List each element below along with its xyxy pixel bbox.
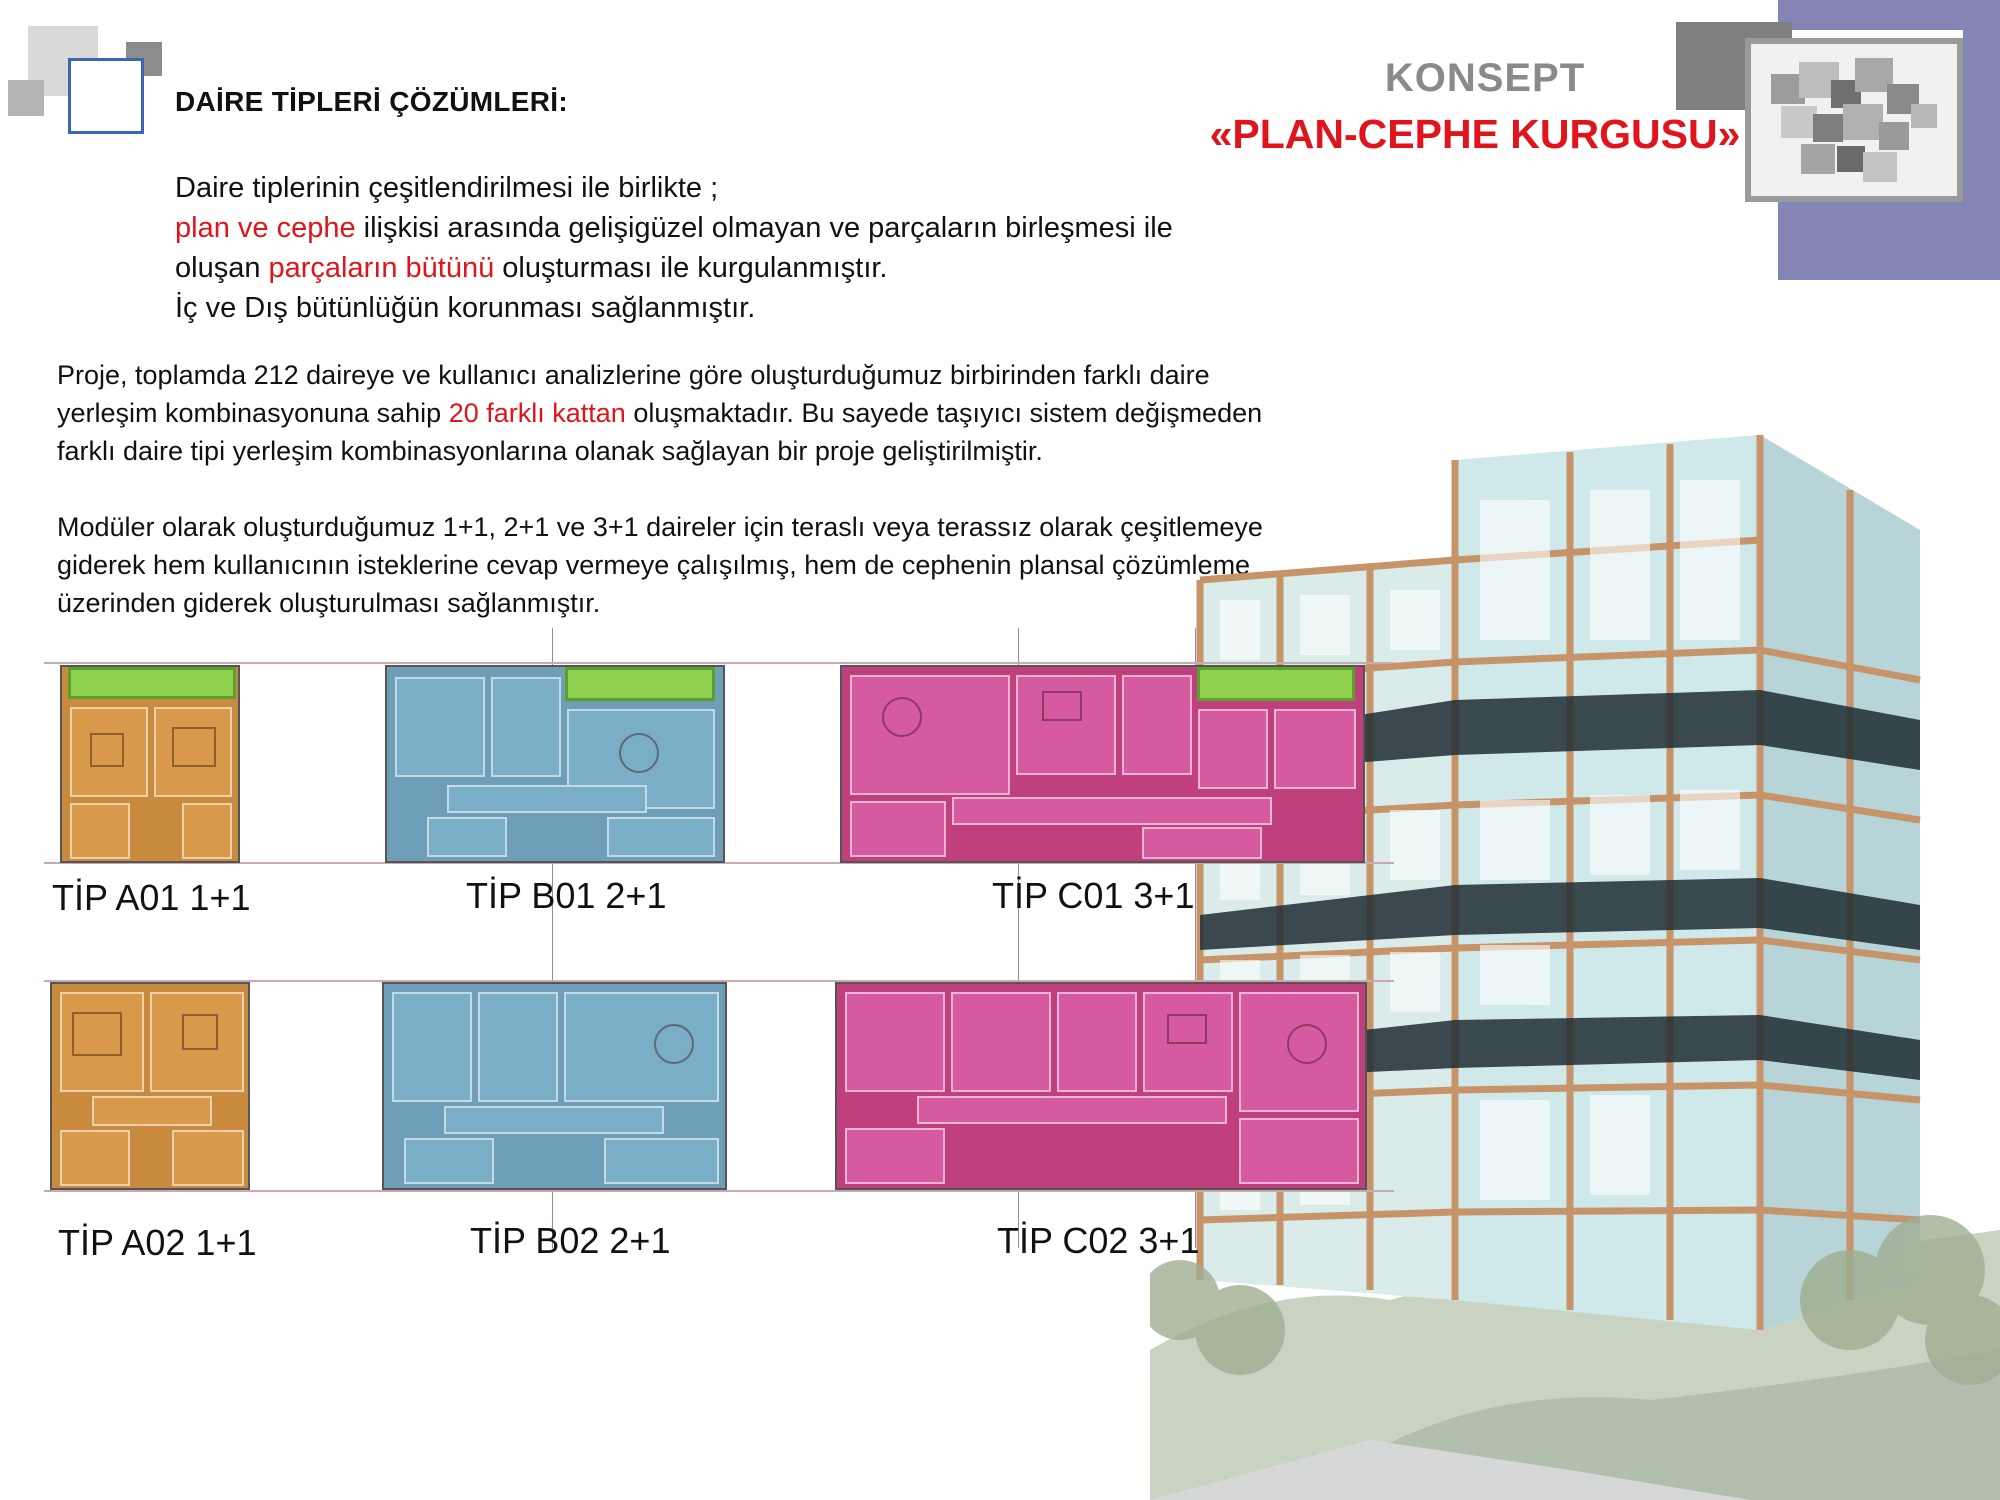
- room-bedroom-2: [1198, 709, 1268, 789]
- konsept-block: [1209, 50, 1755, 162]
- highlight-plan-cephe: plan ve cephe: [175, 212, 356, 244]
- furniture: [654, 1024, 694, 1064]
- plan-baseline-bottom-2: [44, 1190, 1394, 1192]
- terrace: [565, 667, 715, 701]
- room-kitchen: [850, 801, 946, 857]
- room-bedroom-2: [951, 992, 1051, 1092]
- highlight-parcalarin-butunu: parçaların bütünü: [268, 252, 495, 284]
- label-tip-b02: TİP B02 2+1: [470, 1220, 671, 1261]
- room-bath: [182, 803, 232, 859]
- room-bath: [404, 1138, 494, 1184]
- para2-line-2: giderek hem kullanıcının isteklerine cevap vermeye çalışılmış, hem de cephenin plansal çözümleme: [57, 550, 1251, 580]
- terrace: [68, 667, 236, 699]
- intro-line-4: İç ve Dış bütünlüğün korunması sağlanmıştır.: [175, 292, 756, 324]
- intro-line-2: [175, 208, 1325, 248]
- intro-text: [175, 168, 1325, 328]
- cubes-image: [1745, 38, 1963, 202]
- furniture: [90, 733, 124, 767]
- para1-line-2-rest: oluşmaktadır. Bu sayede taşıyıcı sistem değişmeden: [625, 398, 1263, 428]
- intro-line-1: Daire tiplerinin çeşitlendirilmesi ile birlikte ;: [175, 172, 719, 204]
- deco-square-outline: [68, 58, 144, 134]
- intro-line-3-rest: oluşturması ile kurgulanmıştır.: [494, 252, 888, 284]
- room-kitchen: [70, 803, 130, 859]
- room-bedroom-1: [392, 992, 472, 1102]
- furniture: [1287, 1024, 1327, 1064]
- room-hall: [444, 1106, 664, 1134]
- floor-plan-c01: [840, 665, 1365, 863]
- label-tip-b01: TİP B01 2+1: [466, 875, 667, 916]
- furniture: [882, 697, 922, 737]
- plan-baseline-top: [44, 662, 1394, 664]
- furniture: [1042, 691, 1082, 721]
- label-tip-c01: TİP C01 3+1: [992, 875, 1195, 916]
- room-living: [564, 992, 719, 1102]
- room-bath: [1142, 827, 1262, 859]
- room-bedroom-1: [845, 992, 945, 1092]
- deco-square-grey-small: [8, 80, 44, 116]
- para1-line-1: Proje, toplamda 212 daireye ve kullanıcı analizlerine göre oluşturduğumuz birbirinden farklı daire: [57, 360, 1210, 390]
- floor-plan-b01: [385, 665, 725, 863]
- room-kitchen: [604, 1138, 719, 1184]
- furniture: [1167, 1014, 1207, 1044]
- floor-plan-a02: [50, 982, 250, 1190]
- furniture: [72, 1012, 122, 1056]
- label-tip-a02: TİP A02 1+1: [58, 1222, 257, 1263]
- furniture: [182, 1014, 218, 1050]
- room-bath: [427, 817, 507, 857]
- room-bedroom-3: [1274, 709, 1356, 789]
- intro-line-3-pre: oluşan: [175, 252, 269, 284]
- room-kitchen: [1239, 1118, 1359, 1184]
- room-hall: [447, 785, 647, 813]
- room-dining: [1016, 675, 1116, 775]
- room-bedroom-1: [1122, 675, 1192, 775]
- label-tip-a01: TİP A01 1+1: [52, 877, 251, 918]
- konsept-label: KONSEPT: [1384, 56, 1586, 100]
- room-bedroom-2: [478, 992, 558, 1102]
- floor-plan-c02: [835, 982, 1367, 1190]
- room-kitchen: [172, 1130, 244, 1186]
- para1-line-2-pre: yerleşim kombinasyonuna sahip: [57, 398, 449, 428]
- room-hall: [952, 797, 1272, 825]
- section-title: DAİRE TİPLERİ ÇÖZÜMLERİ:: [175, 86, 568, 117]
- label-tip-c02: TİP C02 3+1: [997, 1220, 1200, 1261]
- konsept-title: «PLAN-CEPHE KURGUSU»: [1209, 111, 1741, 157]
- room-bedroom-2: [491, 677, 561, 777]
- room-hall: [917, 1096, 1227, 1124]
- furniture: [172, 727, 216, 767]
- building-render: [1150, 400, 2000, 1500]
- para1-line-3: farklı daire tipi yerleşim kombinasyonlarına olanak sağlayan bir proje geliştirilmiştir.: [57, 436, 1043, 466]
- furniture: [619, 733, 659, 773]
- para2-line-3: üzerinden giderek oluşturulması sağlanmıştır.: [57, 588, 601, 618]
- cubes-illustration: [1751, 44, 1957, 196]
- highlight-20-farkli-kattan: 20 farklı kattan: [448, 398, 626, 428]
- room-kitchen: [607, 817, 715, 857]
- room-living: [850, 675, 1010, 795]
- floor-plan-a01: [60, 665, 240, 863]
- intro-line-3: [175, 248, 1325, 288]
- room-bedroom-3: [1057, 992, 1137, 1092]
- room-bath: [60, 1130, 130, 1186]
- floor-plan-b02: [382, 982, 727, 1190]
- terrace: [1197, 667, 1355, 701]
- room-bedroom-1: [395, 677, 485, 777]
- room-bath: [845, 1128, 945, 1184]
- room-hall: [92, 1096, 212, 1126]
- para2-line-1: Modüler olarak oluşturduğumuz 1+1, 2+1 ve 3+1 daireler için teraslı veya terassız olarak çeşitlemeye: [57, 512, 1263, 542]
- intro-line-2-rest: ilişkisi arasında gelişigüzel olmayan ve parçaların birleşmesi ile: [355, 212, 1173, 244]
